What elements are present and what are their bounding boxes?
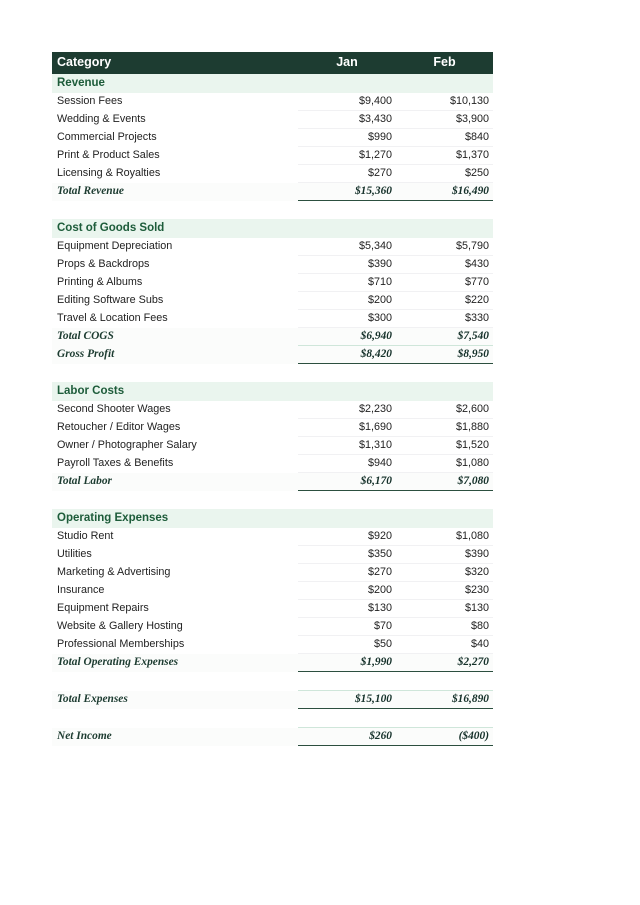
total-value-jan: $1,990 bbox=[298, 654, 396, 672]
row-value-jan: $1,270 bbox=[298, 147, 396, 165]
row-value-feb: $2,600 bbox=[396, 401, 493, 419]
row-value-feb: $770 bbox=[396, 274, 493, 292]
section-spacer-feb bbox=[396, 382, 493, 401]
section-spacer bbox=[52, 201, 493, 220]
row-value-feb: $1,880 bbox=[396, 419, 493, 437]
table-row bbox=[52, 292, 493, 310]
row-value-feb: $430 bbox=[396, 256, 493, 274]
total-row bbox=[52, 183, 493, 201]
row-label: Utilities bbox=[57, 548, 92, 560]
row-value-jan: $270 bbox=[298, 165, 396, 183]
column-header-feb: Feb bbox=[396, 52, 493, 74]
table-row bbox=[52, 419, 493, 437]
row-label: Session Fees bbox=[57, 95, 123, 108]
total-value-feb: $7,080 bbox=[396, 473, 493, 491]
row-value-feb: $130 bbox=[396, 600, 493, 618]
section-spacer-jan bbox=[298, 382, 396, 401]
total-value-feb: $16,490 bbox=[396, 183, 493, 201]
row-value-jan: $200 bbox=[298, 292, 396, 310]
table-row bbox=[52, 546, 493, 564]
row-value-jan: $9,400 bbox=[298, 93, 396, 111]
grand-total-row bbox=[52, 691, 493, 709]
row-value-jan: $300 bbox=[298, 310, 396, 328]
row-label: Travel & Location Fees bbox=[57, 312, 168, 324]
table-row bbox=[52, 582, 493, 600]
table-row bbox=[52, 310, 493, 328]
row-label: Studio Rent bbox=[57, 530, 114, 543]
row-value-feb: $230 bbox=[396, 582, 493, 600]
column-header-jan: Jan bbox=[298, 52, 396, 74]
section-spacer-jan bbox=[298, 219, 396, 238]
row-value-jan: $920 bbox=[298, 528, 396, 546]
row-label: Marketing & Advertising bbox=[57, 566, 171, 578]
section-header-row bbox=[52, 509, 493, 528]
table-row bbox=[52, 93, 493, 111]
row-value-jan: $3,430 bbox=[298, 111, 396, 129]
grand-total-row bbox=[52, 728, 493, 746]
row-value-jan: $5,340 bbox=[298, 238, 396, 256]
grand-total-spacer bbox=[52, 709, 493, 728]
row-label: Professional Memberships bbox=[57, 638, 185, 650]
total-value-jan: $6,170 bbox=[298, 473, 396, 491]
table-row bbox=[52, 165, 493, 183]
row-value-jan: $1,310 bbox=[298, 437, 396, 455]
grand-total-spacer bbox=[52, 672, 493, 691]
grand-total-label: Net Income bbox=[52, 728, 298, 746]
row-label: Commercial Projects bbox=[57, 131, 157, 143]
table-row bbox=[52, 256, 493, 274]
row-value-jan: $940 bbox=[298, 455, 396, 473]
grand-total-value-jan: $15,100 bbox=[298, 691, 396, 709]
row-label: Equipment Repairs bbox=[57, 602, 149, 614]
row-value-feb: $1,370 bbox=[396, 147, 493, 165]
row-label: Wedding & Events bbox=[57, 113, 146, 125]
row-value-jan: $350 bbox=[298, 546, 396, 564]
section-spacer-feb bbox=[396, 219, 493, 238]
row-label: Printing & Albums bbox=[57, 276, 143, 288]
row-value-jan: $70 bbox=[298, 618, 396, 636]
grand-total-label: Total Expenses bbox=[52, 691, 298, 709]
row-value-feb: $320 bbox=[396, 564, 493, 582]
total-value-feb: $7,540 bbox=[396, 328, 493, 346]
table-row bbox=[52, 147, 493, 165]
total-row bbox=[52, 328, 493, 346]
section-title: Cost of Goods Sold bbox=[52, 219, 298, 238]
row-label: Payroll Taxes & Benefits bbox=[57, 457, 174, 469]
row-value-jan: $50 bbox=[298, 636, 396, 654]
row-value-feb: $220 bbox=[396, 292, 493, 310]
table-row bbox=[52, 129, 493, 147]
grand-total-value-feb: $16,890 bbox=[396, 691, 493, 709]
row-label: Second Shooter Wages bbox=[57, 403, 171, 416]
column-header-category: Category bbox=[52, 52, 298, 74]
total-label: Gross Profit bbox=[52, 346, 298, 364]
row-value-jan: $710 bbox=[298, 274, 396, 292]
row-label: Licensing & Royalties bbox=[57, 167, 161, 179]
section-header-row bbox=[52, 74, 493, 93]
grand-total-value-feb: ($400) bbox=[396, 728, 493, 746]
row-value-feb: $1,080 bbox=[396, 528, 493, 546]
table-row bbox=[52, 455, 493, 473]
row-value-feb: $1,520 bbox=[396, 437, 493, 455]
section-header-row bbox=[52, 219, 493, 238]
total-value-jan: $6,940 bbox=[298, 328, 396, 346]
total-value-feb: $8,950 bbox=[396, 346, 493, 364]
row-label: Website & Gallery Hosting bbox=[57, 620, 183, 632]
row-value-feb: $80 bbox=[396, 618, 493, 636]
table-row bbox=[52, 564, 493, 582]
financial-statement-sheet bbox=[52, 52, 493, 746]
profit-and-loss-table bbox=[52, 52, 493, 746]
total-label: Total Revenue bbox=[52, 183, 298, 201]
total-value-feb: $2,270 bbox=[396, 654, 493, 672]
total-value-jan: $8,420 bbox=[298, 346, 396, 364]
row-label: Props & Backdrops bbox=[57, 258, 150, 270]
section-spacer bbox=[52, 491, 493, 510]
row-value-jan: $270 bbox=[298, 564, 396, 582]
section-spacer-jan bbox=[298, 509, 396, 528]
table-row bbox=[52, 600, 493, 618]
table-row bbox=[52, 618, 493, 636]
total-row bbox=[52, 473, 493, 491]
row-value-jan: $390 bbox=[298, 256, 396, 274]
table-row bbox=[52, 274, 493, 292]
row-label: Retoucher / Editor Wages bbox=[57, 421, 181, 433]
section-title: Revenue bbox=[52, 74, 298, 93]
row-value-feb: $40 bbox=[396, 636, 493, 654]
table-body bbox=[52, 52, 493, 746]
table-row bbox=[52, 238, 493, 256]
total-label: Total Operating Expenses bbox=[52, 654, 298, 672]
section-spacer-jan bbox=[298, 74, 396, 93]
section-spacer-feb bbox=[396, 509, 493, 528]
row-value-feb: $330 bbox=[396, 310, 493, 328]
row-value-feb: $840 bbox=[396, 129, 493, 147]
section-spacer bbox=[52, 364, 493, 383]
row-label: Equipment Depreciation bbox=[57, 240, 173, 253]
row-value-jan: $200 bbox=[298, 582, 396, 600]
row-value-feb: $390 bbox=[396, 546, 493, 564]
row-value-feb: $3,900 bbox=[396, 111, 493, 129]
row-value-jan: $2,230 bbox=[298, 401, 396, 419]
row-value-feb: $10,130 bbox=[396, 93, 493, 111]
table-row bbox=[52, 401, 493, 419]
table-row bbox=[52, 437, 493, 455]
total-label: Total Labor bbox=[52, 473, 298, 491]
total-row bbox=[52, 346, 493, 364]
row-value-feb: $5,790 bbox=[396, 238, 493, 256]
table-row bbox=[52, 636, 493, 654]
row-label: Owner / Photographer Salary bbox=[57, 439, 197, 451]
section-header-row bbox=[52, 382, 493, 401]
table-row bbox=[52, 528, 493, 546]
section-title: Labor Costs bbox=[52, 382, 298, 401]
table-row bbox=[52, 111, 493, 129]
row-value-jan: $1,690 bbox=[298, 419, 396, 437]
table-header-row bbox=[52, 52, 493, 74]
row-label: Print & Product Sales bbox=[57, 149, 160, 161]
total-row bbox=[52, 654, 493, 672]
total-value-jan: $15,360 bbox=[298, 183, 396, 201]
section-spacer-feb bbox=[396, 74, 493, 93]
grand-total-value-jan: $260 bbox=[298, 728, 396, 746]
row-value-feb: $1,080 bbox=[396, 455, 493, 473]
row-label: Editing Software Subs bbox=[57, 294, 164, 306]
section-title: Operating Expenses bbox=[52, 509, 298, 528]
row-label: Insurance bbox=[57, 584, 105, 596]
total-label: Total COGS bbox=[52, 328, 298, 346]
row-value-feb: $250 bbox=[396, 165, 493, 183]
row-value-jan: $130 bbox=[298, 600, 396, 618]
row-value-jan: $990 bbox=[298, 129, 396, 147]
